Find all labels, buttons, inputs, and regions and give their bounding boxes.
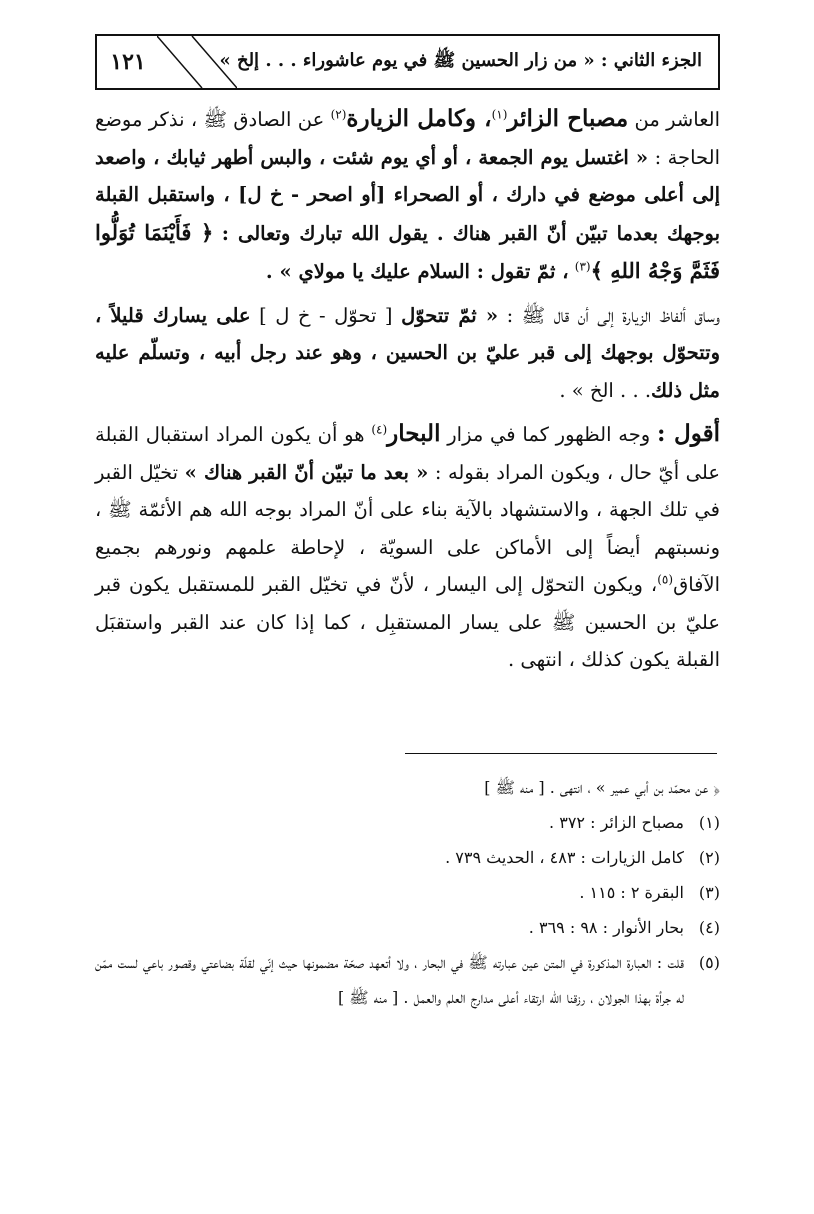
- footnote: [95, 875, 720, 910]
- running-header: [95, 34, 720, 90]
- footnote-separator: [405, 753, 717, 754]
- quoted-hadith: على يسارك قليلاً ، وتتحوّل بوجهك إلى قبر عليّ بن الحسين ، وهو عند رجل أبيه ، وتسلّم عليه مثل ذلك: [95, 303, 720, 402]
- paragraph-3: [95, 415, 720, 679]
- footnote-number: (١): [698, 813, 720, 832]
- text-run: وجه الظهور كما في مزار: [447, 423, 651, 446]
- quoted-phrase: « بعد ما تبيّن أنّ القبر هناك »: [184, 460, 429, 484]
- main-text: [95, 100, 720, 685]
- book-title-bihar: البحار: [387, 420, 441, 447]
- paragraph-1: [95, 100, 720, 291]
- text-run: العاشر من: [634, 108, 720, 131]
- book-title-kamil: ، وكامل الزيارة: [346, 105, 492, 132]
- text-run: عن الصادق ﷺ ، نذكر موضع الحاجة :: [95, 108, 721, 169]
- footnote: [95, 910, 720, 945]
- aqulu-label: أقول :: [656, 420, 721, 447]
- quran-verse: ﴿ فَأَيْنَمَا تُوَلُّوا فَثَمَّ وَجْهُ اللهِ ﴾: [95, 219, 720, 283]
- footnote-text: قلت : العبارة المذكورة في المتن عين عبارته ﷺ في البحار ، ولا أتعهد صحّة مضمونها حيث إنّي لقلّة بضاعتي وقصور باعي لست ممّن له جرأة بهذا الجولان ، رزقنا الله ارتقاء أعلى مدارج العلم والعمل . [ منه ﷺ ]: [95, 953, 684, 1007]
- book-title-misbah: مصباح الزائر: [507, 105, 629, 132]
- footnote-ref-2: (٢): [330, 107, 347, 122]
- footnote-carryover: ﴿ عن محمّد بن أبي عمير » ، انتهى . [ منه ﷺ ]: [484, 778, 720, 797]
- page-number: ١٢١: [110, 49, 146, 75]
- footnote-text: كامل الزيارات : ٤٨٣ ، الحديث ٧٣٩ .: [445, 848, 684, 867]
- running-title: الجزء الثاني : « من زار الحسين ﷺ في يوم عاشوراء . . . إلخ »: [219, 50, 702, 71]
- footnote-ref-5: (٥): [657, 572, 674, 587]
- footnote-number: (٤): [698, 918, 720, 937]
- variant-reading: [ تحوّل - خ ل ]: [259, 303, 393, 327]
- text-run: ، ويكون التحوّل إلى اليسار ، لأنّ في تخيّل القبر للمستقبل يكون قبر عليّ بن الحسين ﷺ على يسار المستقبِل ، كما إذا كان عند القبر واستقبَل القبلة يكون كذلك ، انتهى .: [95, 573, 720, 671]
- footnote-ref-3: (٣): [574, 259, 591, 274]
- footnote-text: البقرة ٢ : ١١٥ .: [579, 883, 684, 902]
- text-run: هو أن يكون المراد استقبال القبلة على أيّ حال ، ويكون المراد بقوله :: [95, 423, 721, 484]
- text-run: تخيّل القبر في تلك الجهة ، والاستشهاد بالآية بناء على أنّ المراد بوجه الله هم الأئمّة ﷺ ، ونسبتهم أيضاً إلى الأماكن على السويّة ، لإحاطة علمهم ونورهم بجميع الآفاق: [95, 460, 720, 596]
- text-run: وساق ألفاظ الزيارة إلى أن قال ﷺ :: [506, 303, 720, 327]
- footnote: [95, 840, 720, 875]
- footnotes: [95, 770, 720, 1015]
- quoted-hadith-end: ، ثمّ تقول : السلام عليك يا مولاي » .: [265, 260, 569, 283]
- footnote-number: (٥): [698, 953, 720, 972]
- footnote-number: (٣): [698, 883, 720, 902]
- footnote: [95, 945, 720, 1015]
- footnote-number: (٢): [698, 848, 720, 867]
- footnote-text: مصباح الزائر : ٣٧٢ .: [549, 813, 684, 832]
- quoted-hadith: « اغتسل يوم الجمعة ، أو أي يوم شئت ، والبس أطهر ثيابك ، واصعد إلى أعلى موضع في دارك ، أو الصحراء [أو اصحر - خ ل] ، واستقبل القبلة بوجهك بعدما تبيّن أنّ القبر هناك . يقول الله تبارك وتعالى :: [95, 145, 721, 245]
- quoted-hadith: « ثمّ تتحوّل: [401, 303, 499, 327]
- footnote: [95, 805, 720, 840]
- paragraph-2: [95, 297, 720, 410]
- footnote-ref-4: (٤): [371, 422, 388, 437]
- text-run: . . . الخ » .: [559, 378, 652, 402]
- footnote-text: بحار الأنوار : ٩٨ : ٣٦٩ .: [528, 918, 684, 937]
- footnote-ref-1: (١): [491, 107, 508, 122]
